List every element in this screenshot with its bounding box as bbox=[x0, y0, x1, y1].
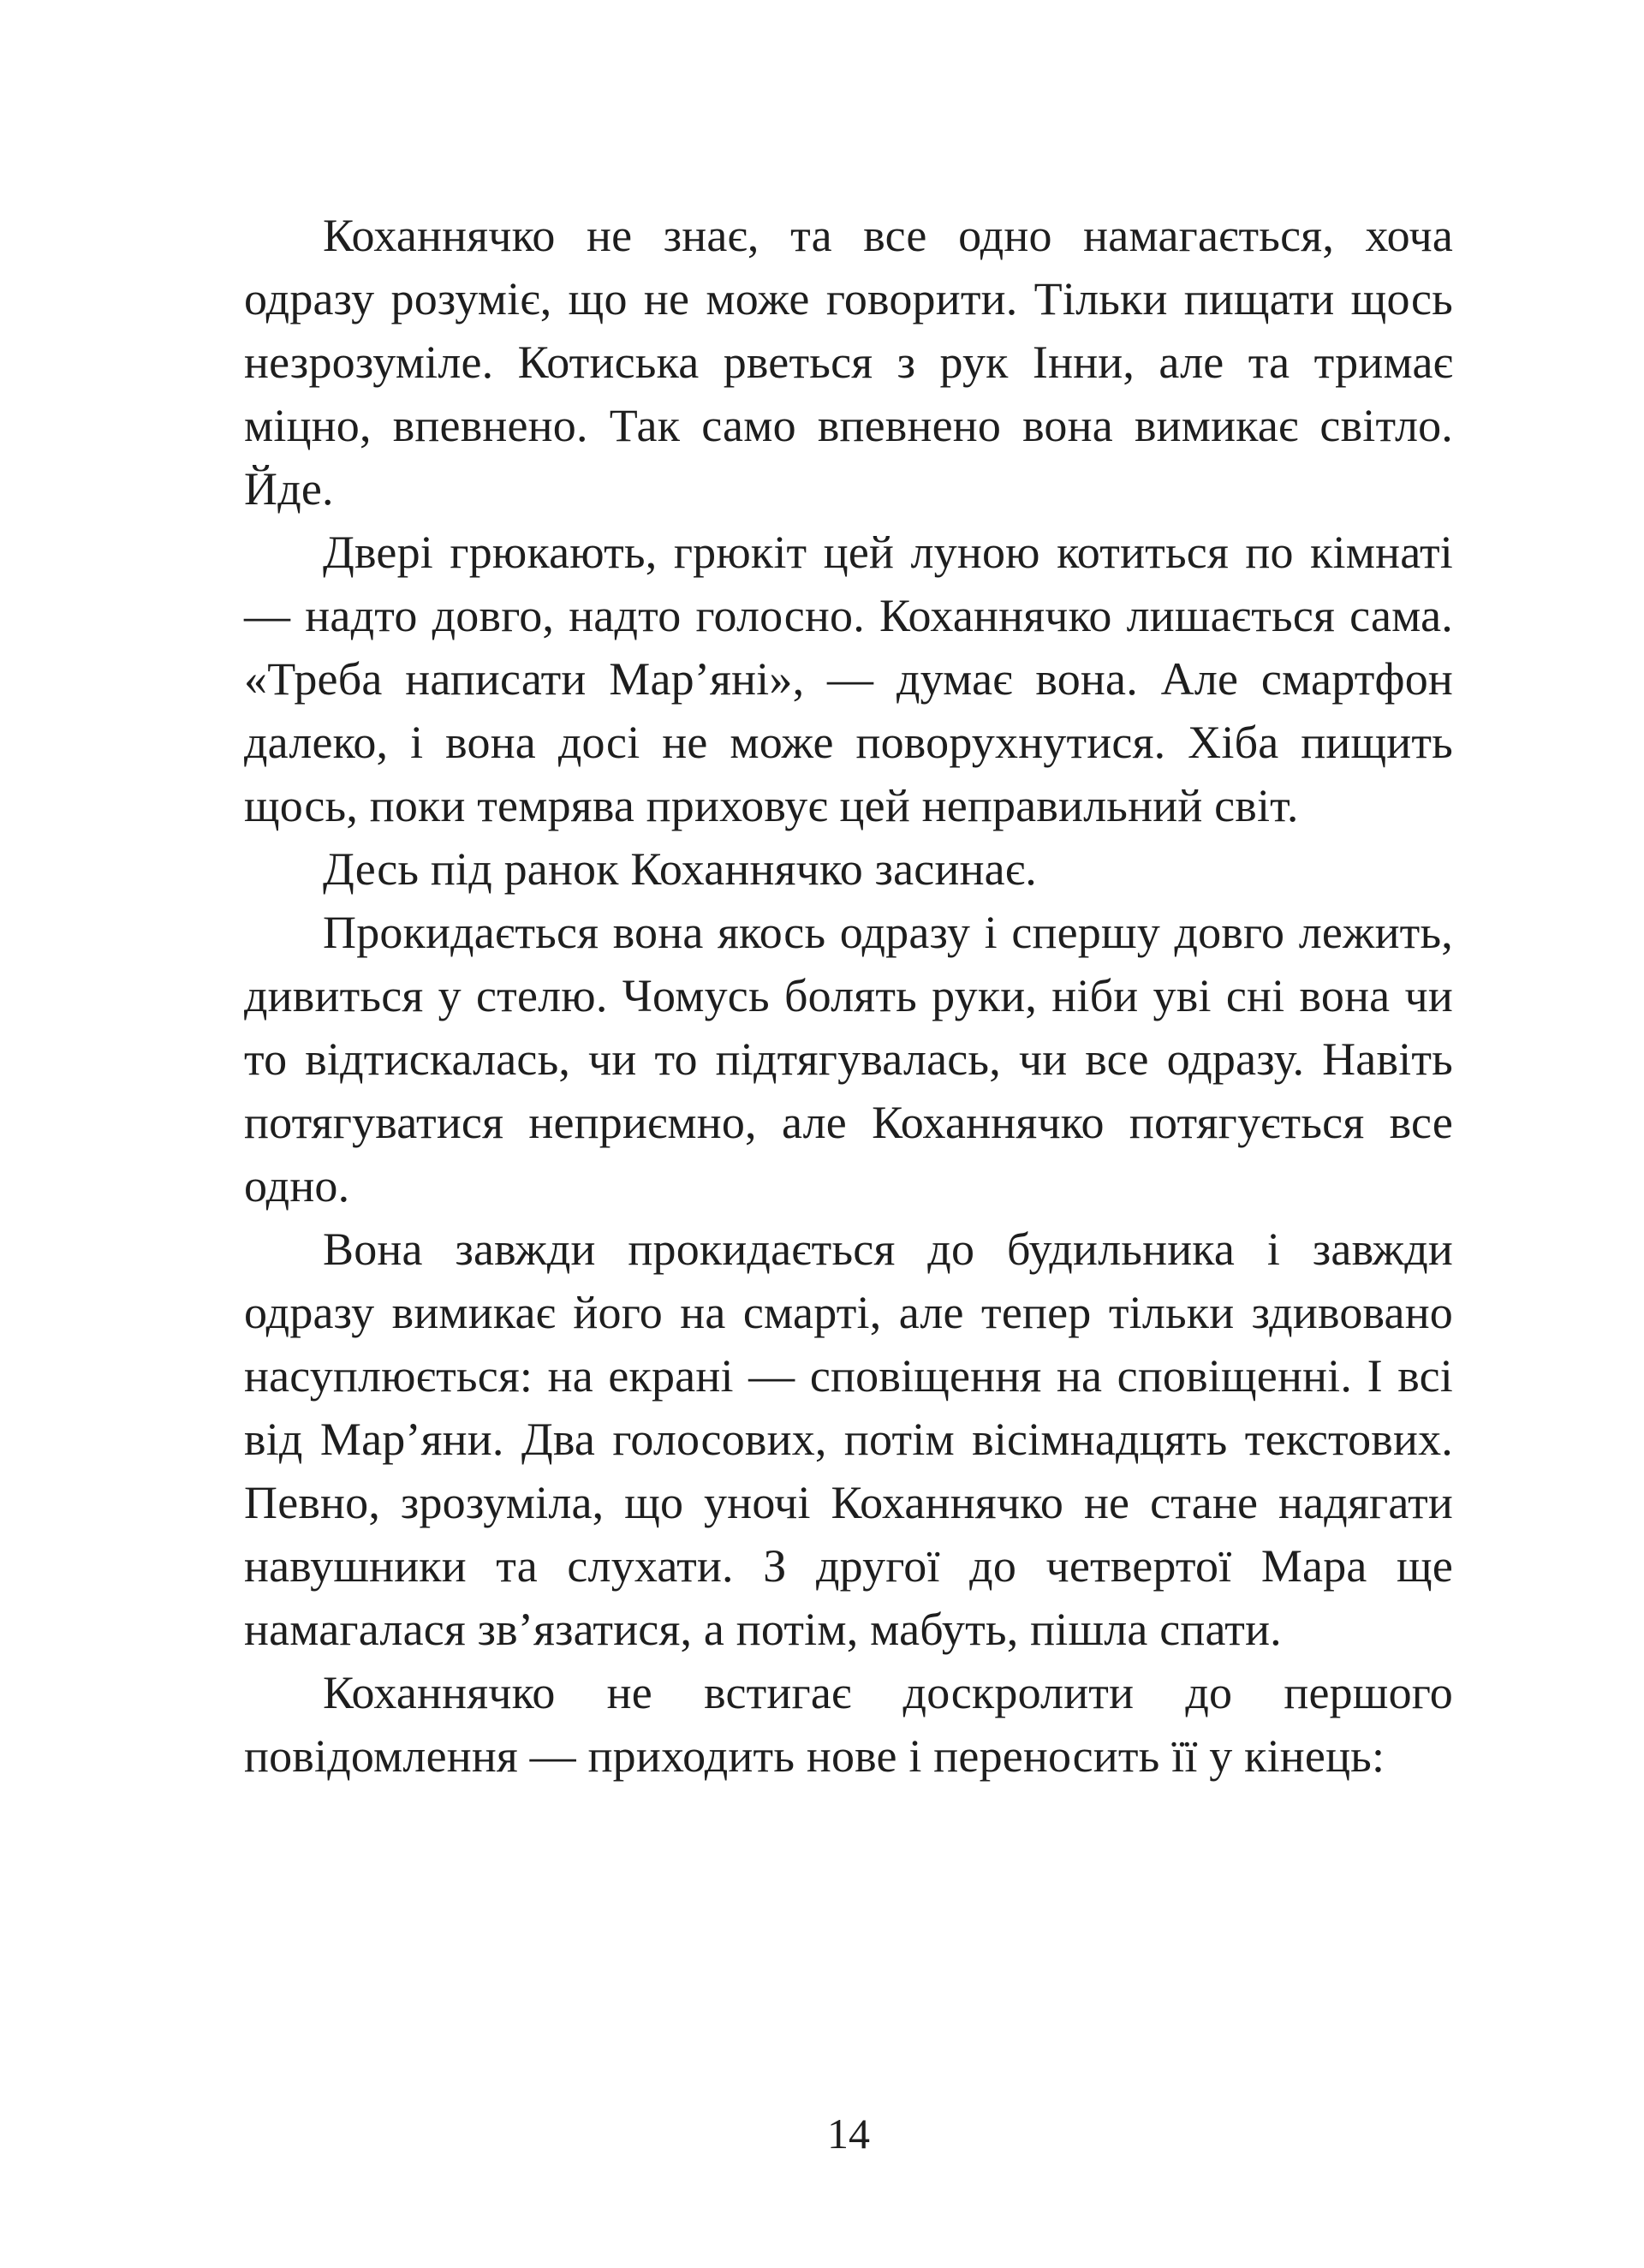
paragraph: Десь під ранок Коханнячко засинає. bbox=[323, 843, 1037, 895]
body-text-block bbox=[244, 204, 1453, 1788]
page-number: 14 bbox=[827, 2110, 870, 2158]
paragraph: Двері грюкають, грюкіт цей луною котиться по кімнаті — надто довго, надто голосно. Коханнячко лишається сама. «Треба написати Мар’яні», — думає вона. Але смартфон далеко, і вона досі не може поворухнутися. Хіба пищить щось, поки темрява приховує цей неправильний світ. bbox=[244, 527, 1453, 831]
paragraph: Коханнячко не знає, та все одно намагається, хоча одразу розуміє, що не може говорити. Тільки пищати щось незрозуміле. Котиська рветься з рук Інни, але та тримає міцно, впевнено. Так само впевнено вона вимикає світло. Йде. bbox=[244, 210, 1453, 515]
paragraph: Коханнячко не встигає доскролити до першого повідомлення — приходить нове і переносить її у кінець: bbox=[244, 1667, 1453, 1782]
paragraph: Прокидається вона якось одразу і спершу довго лежить, дивиться у стелю. Чомусь болять руки, ніби уві сні вона чи то відтискалась, чи то підтягувалась, чи все одразу. Навіть потягуватися неприємно, але Коханнячко потягується все одно. bbox=[244, 907, 1453, 1211]
paragraph: Вона завжди прокидається до будильника і завжди одразу вимикає його на смарті, але тепер тільки здивовано насуплюється: на екрані — сповіщення на сповіщенні. І всі від Мар’яни. Два голосових, потім вісімнадцять текстових. Певно, зрозуміла, що уночі Коханнячко не стане надягати навушники та слухати. З другої до четвертої Мара ще намагалася зв’язатися, а потім, мабуть, пішла спати. bbox=[244, 1223, 1453, 1655]
